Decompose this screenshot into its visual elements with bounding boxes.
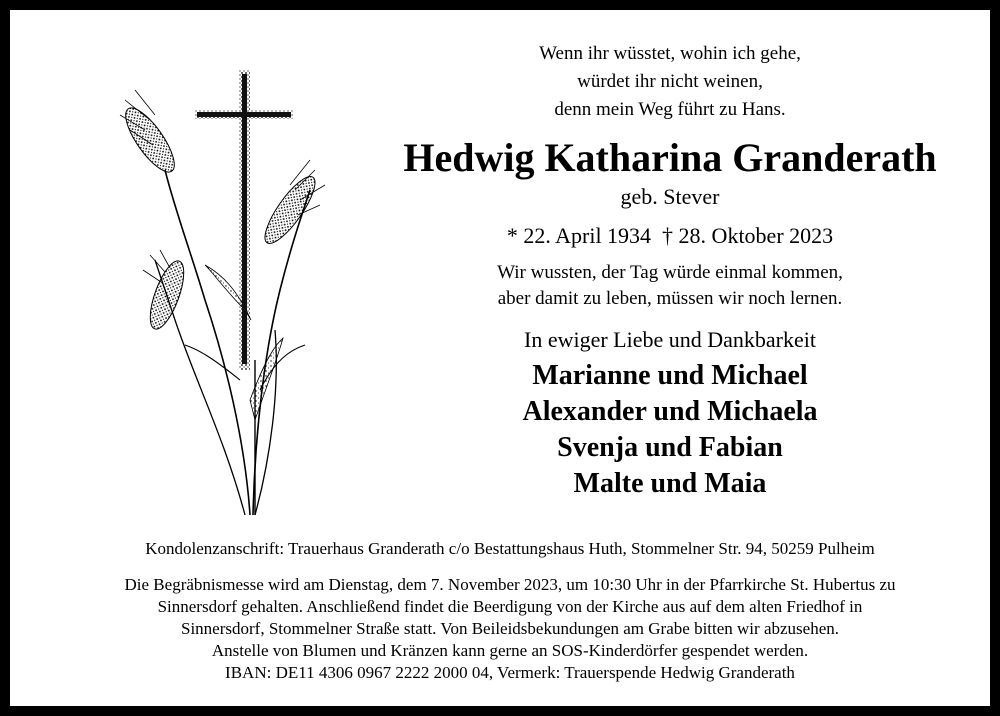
family-member: Marianne und Michael: [532, 360, 808, 391]
obituary-main-text: [350, 40, 990, 502]
family-member: Svenja und Fabian: [557, 432, 783, 463]
notice-line: Anstelle von Blumen und Kränzen kann gerne an SOS-Kinderdörfer gespendet werden.: [211, 641, 809, 660]
family-member: Alexander und Michaela: [522, 396, 818, 427]
saying-line: Wir wussten, der Tag würde einmal kommen,: [497, 262, 843, 283]
life-dates: * 22. April 1934 † 28. Oktober 2023: [506, 223, 834, 248]
notice-line: Die Begräbnismesse wird am Dienstag, dem 7. November 2023, um 10:30 Uhr in der Pfarrkirche St. Hubertus zu: [124, 575, 896, 594]
quote-line: würdet ihr nicht weinen,: [577, 71, 763, 92]
family-list: [350, 358, 990, 502]
notice-line: Sinnersdorf gehalten. Anschließend findet die Beerdigung von der Kirche aus auf dem alten Friedhof in: [157, 597, 863, 616]
deceased-name: Hedwig Katharina Granderath: [403, 135, 937, 180]
family-member: Malte und Maia: [573, 468, 767, 499]
notice-line: IBAN: DE11 4306 0967 2222 2000 04, Vermerk: Trauerspende Hedwig Granderath: [225, 663, 795, 682]
dedication: In ewiger Liebe und Dankbarkeit: [524, 327, 816, 352]
notice-line: Sinnersdorf, Stommelner Straße statt. Von Beileidsbekundungen am Grabe bitten wir abzusehen.: [181, 619, 839, 638]
funeral-notice: [30, 574, 990, 684]
quote-line: Wenn ihr wüsstet, wohin ich gehe,: [539, 43, 801, 64]
opening-quote: [350, 40, 990, 124]
quote-line: denn mein Weg führt zu Hans.: [554, 99, 786, 120]
saying-line: aber damit zu leben, müssen wir noch lernen.: [497, 288, 843, 309]
wheat-icon: [118, 90, 325, 515]
birth-name: geb. Stever: [620, 184, 720, 209]
cross-wheat-artwork: [105, 60, 345, 520]
condolence-address: Kondolenzanschrift: Trauerhaus Granderath c/o Bestattungshaus Huth, Stommelner Str. 94, 50259 Pulheim: [145, 539, 875, 558]
saying: [350, 260, 990, 312]
